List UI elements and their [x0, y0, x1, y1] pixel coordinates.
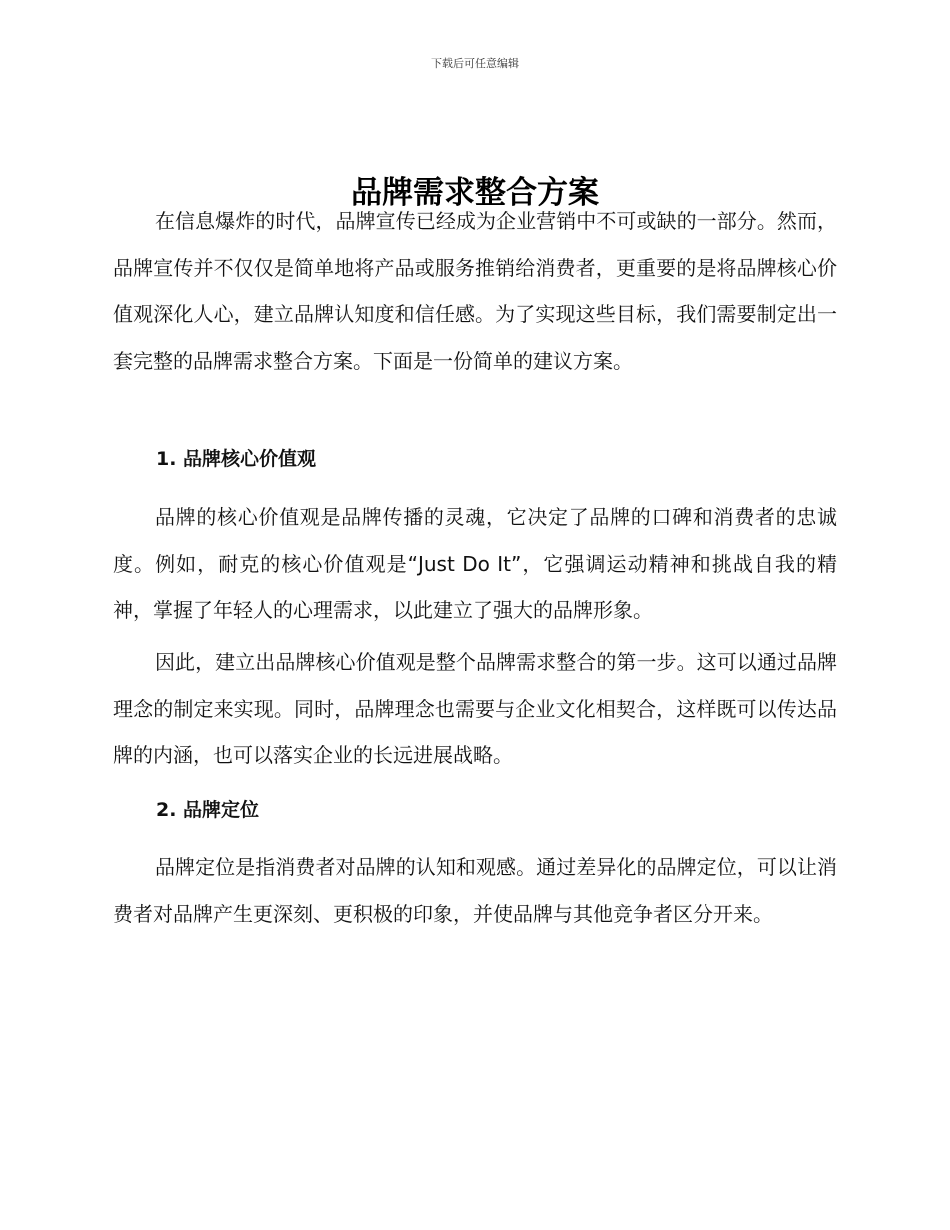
intro-paragraph: 在信息爆炸的时代，品牌宣传已经成为企业营销中不可或缺的一部分。然而，品牌宣传并不仅仅是简单地将产品或服务推销给消费者，更重要的是将品牌核心价值观深化人心，建立品牌认知度和信任感。为了实现这些目标，我们需要制定出一套完整的品牌需求整合方案。下面是一份简单的建议方案。 — [113, 209, 837, 373]
header-note: 下载后可任意编辑 — [431, 57, 519, 70]
core-values-paragraph-1: 品牌的核心价值观是品牌传播的灵魂，它决定了品牌的口碑和消费者的忠诚度。例如，耐克的核心价值观是“Just Do It”，它强调运动精神和挑战自我的精神，掌握了年轻人的心理需求，以此建立了强大的品牌形象。 — [113, 505, 837, 622]
section-heading-positioning: 2. 品牌定位 — [156, 799, 260, 821]
positioning-paragraph: 品牌定位是指消费者对品牌的认知和观感。通过差异化的品牌定位，可以让消费者对品牌产生更深刻、更积极的印象，并使品牌与其他竞争者区分开来。 — [113, 855, 837, 926]
core-values-paragraph-2: 因此，建立出品牌核心价值观是整个品牌需求整合的第一步。这可以通过品牌理念的制定来实现。同时，品牌理念也需要与企业文化相契合，这样既可以传达品牌的内涵，也可以落实企业的长远进展战略。 — [113, 650, 837, 767]
document-title: 品牌需求整合方案 — [351, 174, 599, 211]
section-heading-core-values: 1. 品牌核心价值观 — [156, 448, 317, 470]
